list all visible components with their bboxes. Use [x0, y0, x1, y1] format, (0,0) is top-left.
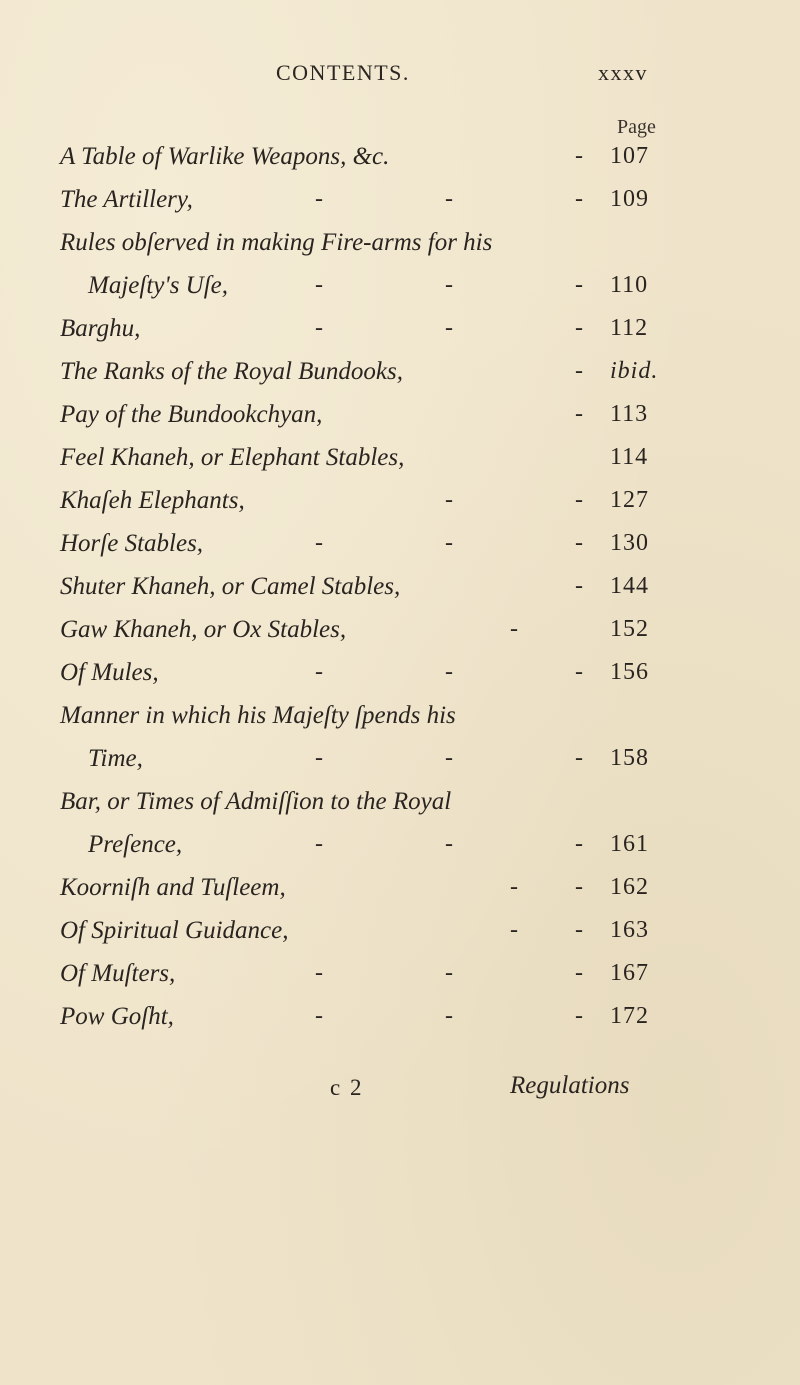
contents-entry: [0, 444, 800, 488]
entry-page: 172: [610, 1003, 649, 1029]
leader-dash: -: [445, 1003, 453, 1029]
contents-entry: [0, 573, 800, 617]
leader-dash: -: [575, 358, 583, 384]
leader-dash: -: [575, 186, 583, 212]
contents-entry: [0, 745, 800, 789]
leader-dash: -: [575, 659, 583, 685]
entry-title: Shuter Khaneh, or Camel Stables,: [60, 573, 401, 600]
entry-title: The Artillery,: [60, 186, 193, 213]
leader-dash: -: [575, 487, 583, 513]
entry-title: Bar, or Times of Admiſſion to the Royal: [60, 788, 452, 815]
leader-dash: -: [315, 659, 323, 685]
leader-dash: -: [575, 401, 583, 427]
leader-dash: -: [315, 831, 323, 857]
entry-title: Pay of the Bundookchyan,: [60, 401, 323, 428]
contents-entry: [0, 487, 800, 531]
leader-dash: -: [445, 659, 453, 685]
leader-dash: -: [575, 530, 583, 556]
entry-title: Of Muſters,: [60, 960, 176, 987]
contents-entry: [0, 272, 800, 316]
entry-page: 130: [610, 530, 649, 556]
leader-dash: -: [575, 143, 583, 169]
entry-page: 113: [610, 401, 649, 427]
leader-dash: -: [315, 1003, 323, 1029]
leader-dash: -: [575, 1003, 583, 1029]
leader-dash: -: [315, 186, 323, 212]
contents-entry: [0, 960, 800, 1004]
leader-dash: -: [510, 616, 518, 642]
entry-page: 110: [610, 272, 649, 298]
entry-page: ibid.: [610, 358, 659, 384]
entry-page: 127: [610, 487, 649, 513]
leader-dash: -: [445, 315, 453, 341]
contents-entry: [0, 186, 800, 230]
entry-title: Majeſty's Uſe,: [88, 272, 229, 299]
entry-title: Pow Goſht,: [60, 1003, 174, 1030]
entry-title: Koorniſh and Tuſleem,: [60, 874, 286, 901]
contents-entry: [0, 143, 800, 187]
entry-title: Manner in which his Majeſty ſpends his: [60, 702, 456, 729]
contents-entry: [0, 315, 800, 359]
entry-page: 144: [610, 573, 649, 599]
leader-dash: -: [510, 917, 518, 943]
entry-page: 156: [610, 659, 649, 685]
page-column-label: Page: [617, 116, 656, 138]
contents-entry: [0, 788, 800, 832]
entry-page: 162: [610, 874, 649, 900]
entry-title: Of Spiritual Guidance,: [60, 917, 289, 944]
leader-dash: -: [575, 917, 583, 943]
contents-entry: [0, 358, 800, 402]
entry-page: 167: [610, 960, 649, 986]
leader-dash: -: [575, 874, 583, 900]
contents-entry: [0, 530, 800, 574]
entry-page: 114: [610, 444, 649, 470]
entry-page: 152: [610, 616, 649, 642]
leader-dash: -: [445, 745, 453, 771]
entry-title: Horſe Stables,: [60, 530, 204, 557]
contents-entry: [0, 874, 800, 918]
leader-dash: -: [445, 186, 453, 212]
page-folio: xxxv: [598, 60, 648, 85]
signature-mark: c 2: [330, 1075, 364, 1100]
leader-dash: -: [445, 530, 453, 556]
entry-page: 107: [610, 143, 649, 169]
leader-dash: -: [445, 272, 453, 298]
catchword: Regulations: [510, 1072, 630, 1099]
entry-title: Rules obſerved in making Fire-arms for his: [60, 229, 493, 256]
leader-dash: -: [315, 272, 323, 298]
running-head: [0, 60, 800, 90]
contents-entry: [0, 616, 800, 660]
entry-title: The Ranks of the Royal Bundooks,: [60, 358, 403, 385]
leader-dash: -: [575, 315, 583, 341]
entry-page: 112: [610, 315, 649, 341]
leader-dash: -: [445, 487, 453, 513]
entry-title: A Table of Warlike Weapons, &c.: [60, 143, 390, 170]
leader-dash: -: [315, 745, 323, 771]
leader-dash: -: [575, 960, 583, 986]
contents-entry: [0, 401, 800, 445]
entry-title: Of Mules,: [60, 659, 159, 686]
entry-page: 163: [610, 917, 649, 943]
entry-title: Time,: [88, 745, 143, 772]
leader-dash: -: [315, 315, 323, 341]
entry-page: 158: [610, 745, 649, 771]
entry-title: Preſence,: [88, 831, 183, 858]
leader-dash: -: [315, 960, 323, 986]
contents-entry: [0, 831, 800, 875]
entry-page: 161: [610, 831, 649, 857]
contents-entry: [0, 229, 800, 273]
contents-entry: [0, 702, 800, 746]
entry-page: 109: [610, 186, 649, 212]
entry-title: Barghu,: [60, 315, 141, 342]
contents-entry: [0, 917, 800, 961]
contents-entry: [0, 1003, 800, 1047]
entry-title: Khaſeh Elephants,: [60, 487, 245, 514]
running-head-title: CONTENTS.: [276, 60, 410, 85]
entry-title: Gaw Khaneh, or Ox Stables,: [60, 616, 347, 643]
leader-dash: -: [575, 573, 583, 599]
entry-title: Feel Khaneh, or Elephant Stables,: [60, 444, 405, 471]
leader-dash: -: [575, 745, 583, 771]
contents-entry: [0, 659, 800, 703]
leader-dash: -: [510, 874, 518, 900]
leader-dash: -: [575, 272, 583, 298]
leader-dash: -: [445, 831, 453, 857]
leader-dash: -: [575, 831, 583, 857]
leader-dash: -: [315, 530, 323, 556]
leader-dash: -: [445, 960, 453, 986]
